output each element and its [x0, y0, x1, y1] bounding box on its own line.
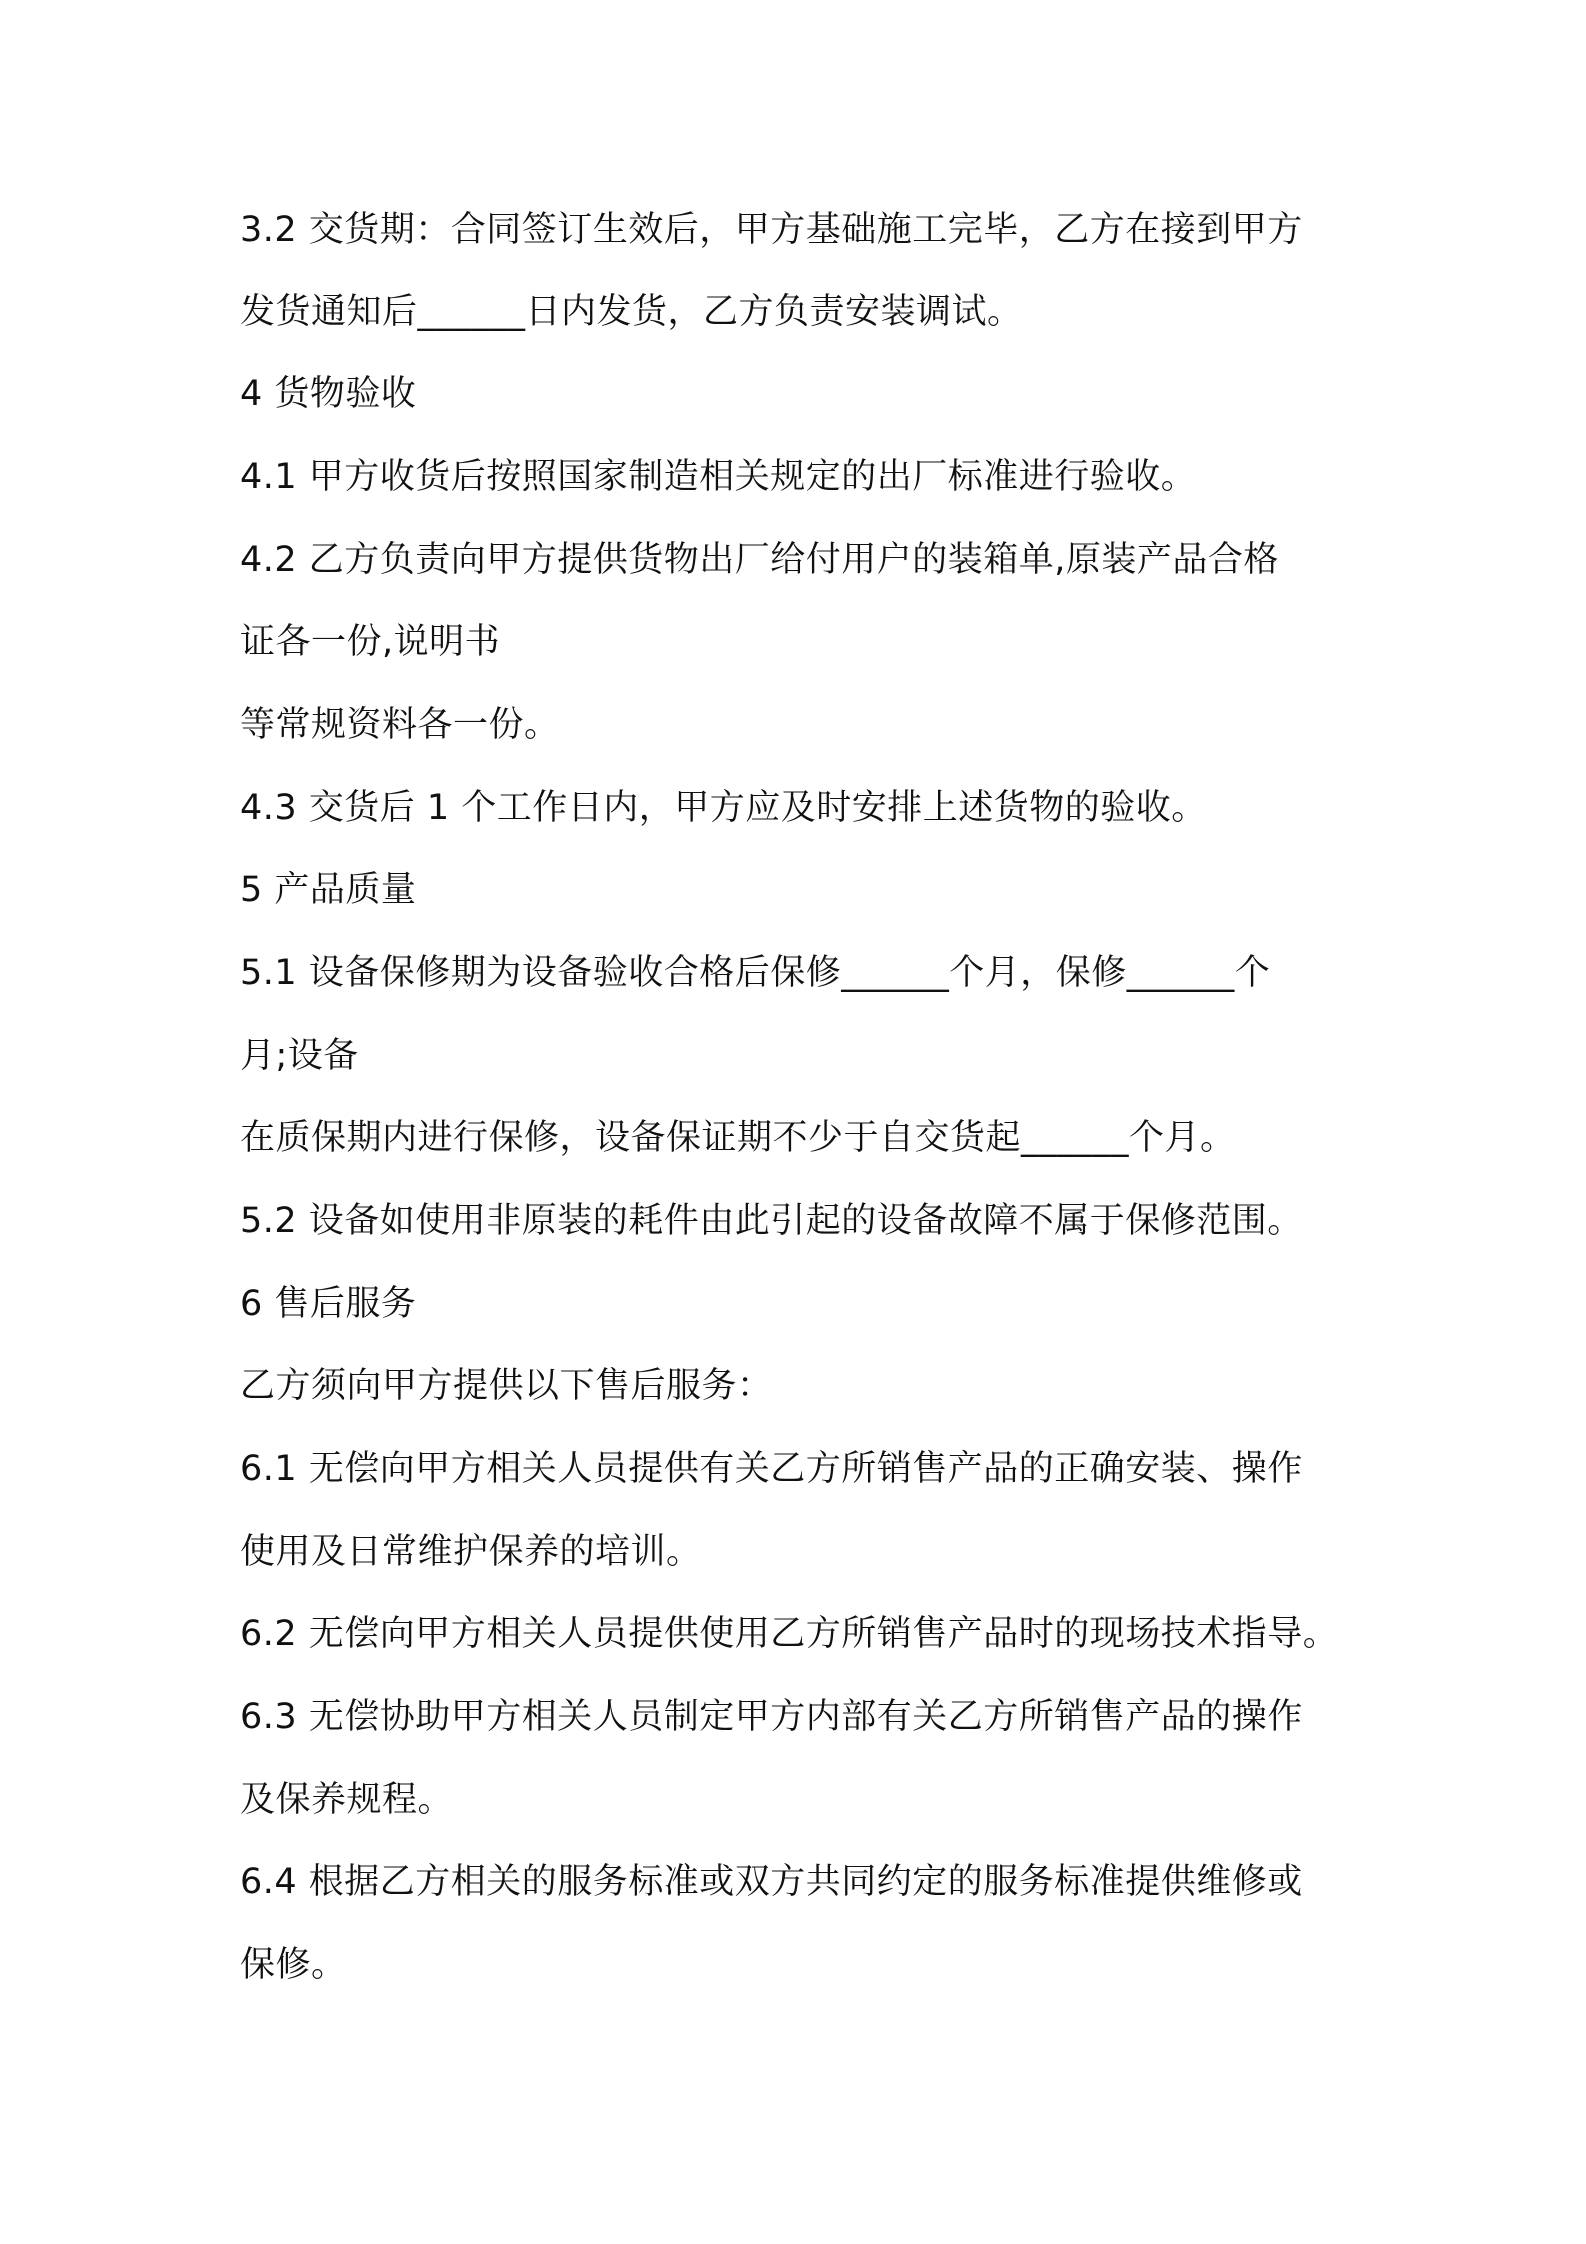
clause-3-2-line-1: 3.2 交货期：合同签订生效后，甲方基础施工完毕，乙方在接到甲方 [240, 210, 1303, 250]
clause-6-3-line-2: 及保养规程。 [240, 1780, 454, 1820]
clause-6-2: 6.2 无偿向甲方相关人员提供使用乙方所销售产品时的现场技术指导。 [240, 1614, 1339, 1654]
section-5-heading: 5 产品质量 [240, 870, 417, 910]
clause-3-2-line-2: 发货通知后______日内发货，乙方负责安装调试。 [240, 292, 1023, 332]
clause-4-2-line-2: 证各一份,说明书 [240, 622, 501, 662]
clause-6-4-line-1: 6.4 根据乙方相关的服务标准或双方共同约定的服务标准提供维修或 [240, 1862, 1303, 1902]
clause-6-1-line-2: 使用及日常维护保养的培训。 [240, 1532, 702, 1572]
section-4-heading: 4 货物验收 [240, 374, 417, 414]
clause-5-2: 5.2 设备如使用非原装的耗件由此引起的设备故障不属于保修范围。 [240, 1201, 1303, 1241]
clause-5-1-line-3: 在质保期内进行保修，设备保证期不少于自交货起______个月。 [240, 1118, 1236, 1158]
clause-4-2-line-3: 等常规资料各一份。 [240, 705, 560, 745]
clause-4-3: 4.3 交货后 1 个工作日内，甲方应及时安排上述货物的验收。 [240, 788, 1207, 828]
clause-4-1: 4.1 甲方收货后按照国家制造相关规定的出厂标准进行验收。 [240, 457, 1197, 497]
clause-6-1-line-1: 6.1 无偿向甲方相关人员提供有关乙方所销售产品的正确安装、操作 [240, 1449, 1303, 1489]
section-6-intro: 乙方须向甲方提供以下售后服务： [240, 1366, 773, 1406]
section-6-heading: 6 售后服务 [240, 1284, 417, 1324]
clause-4-2-line-1: 4.2 乙方负责向甲方提供货物出厂给付用户的装箱单,原装产品合格 [240, 540, 1279, 580]
clause-5-1-line-2: 月;设备 [240, 1036, 359, 1076]
clause-5-1-line-1: 5.1 设备保修期为设备验收合格后保修______个月，保修______个 [240, 953, 1271, 993]
clause-6-3-line-1: 6.3 无偿协助甲方相关人员制定甲方内部有关乙方所销售产品的操作 [240, 1697, 1303, 1737]
clause-6-4-line-2: 保修。 [240, 1945, 347, 1985]
